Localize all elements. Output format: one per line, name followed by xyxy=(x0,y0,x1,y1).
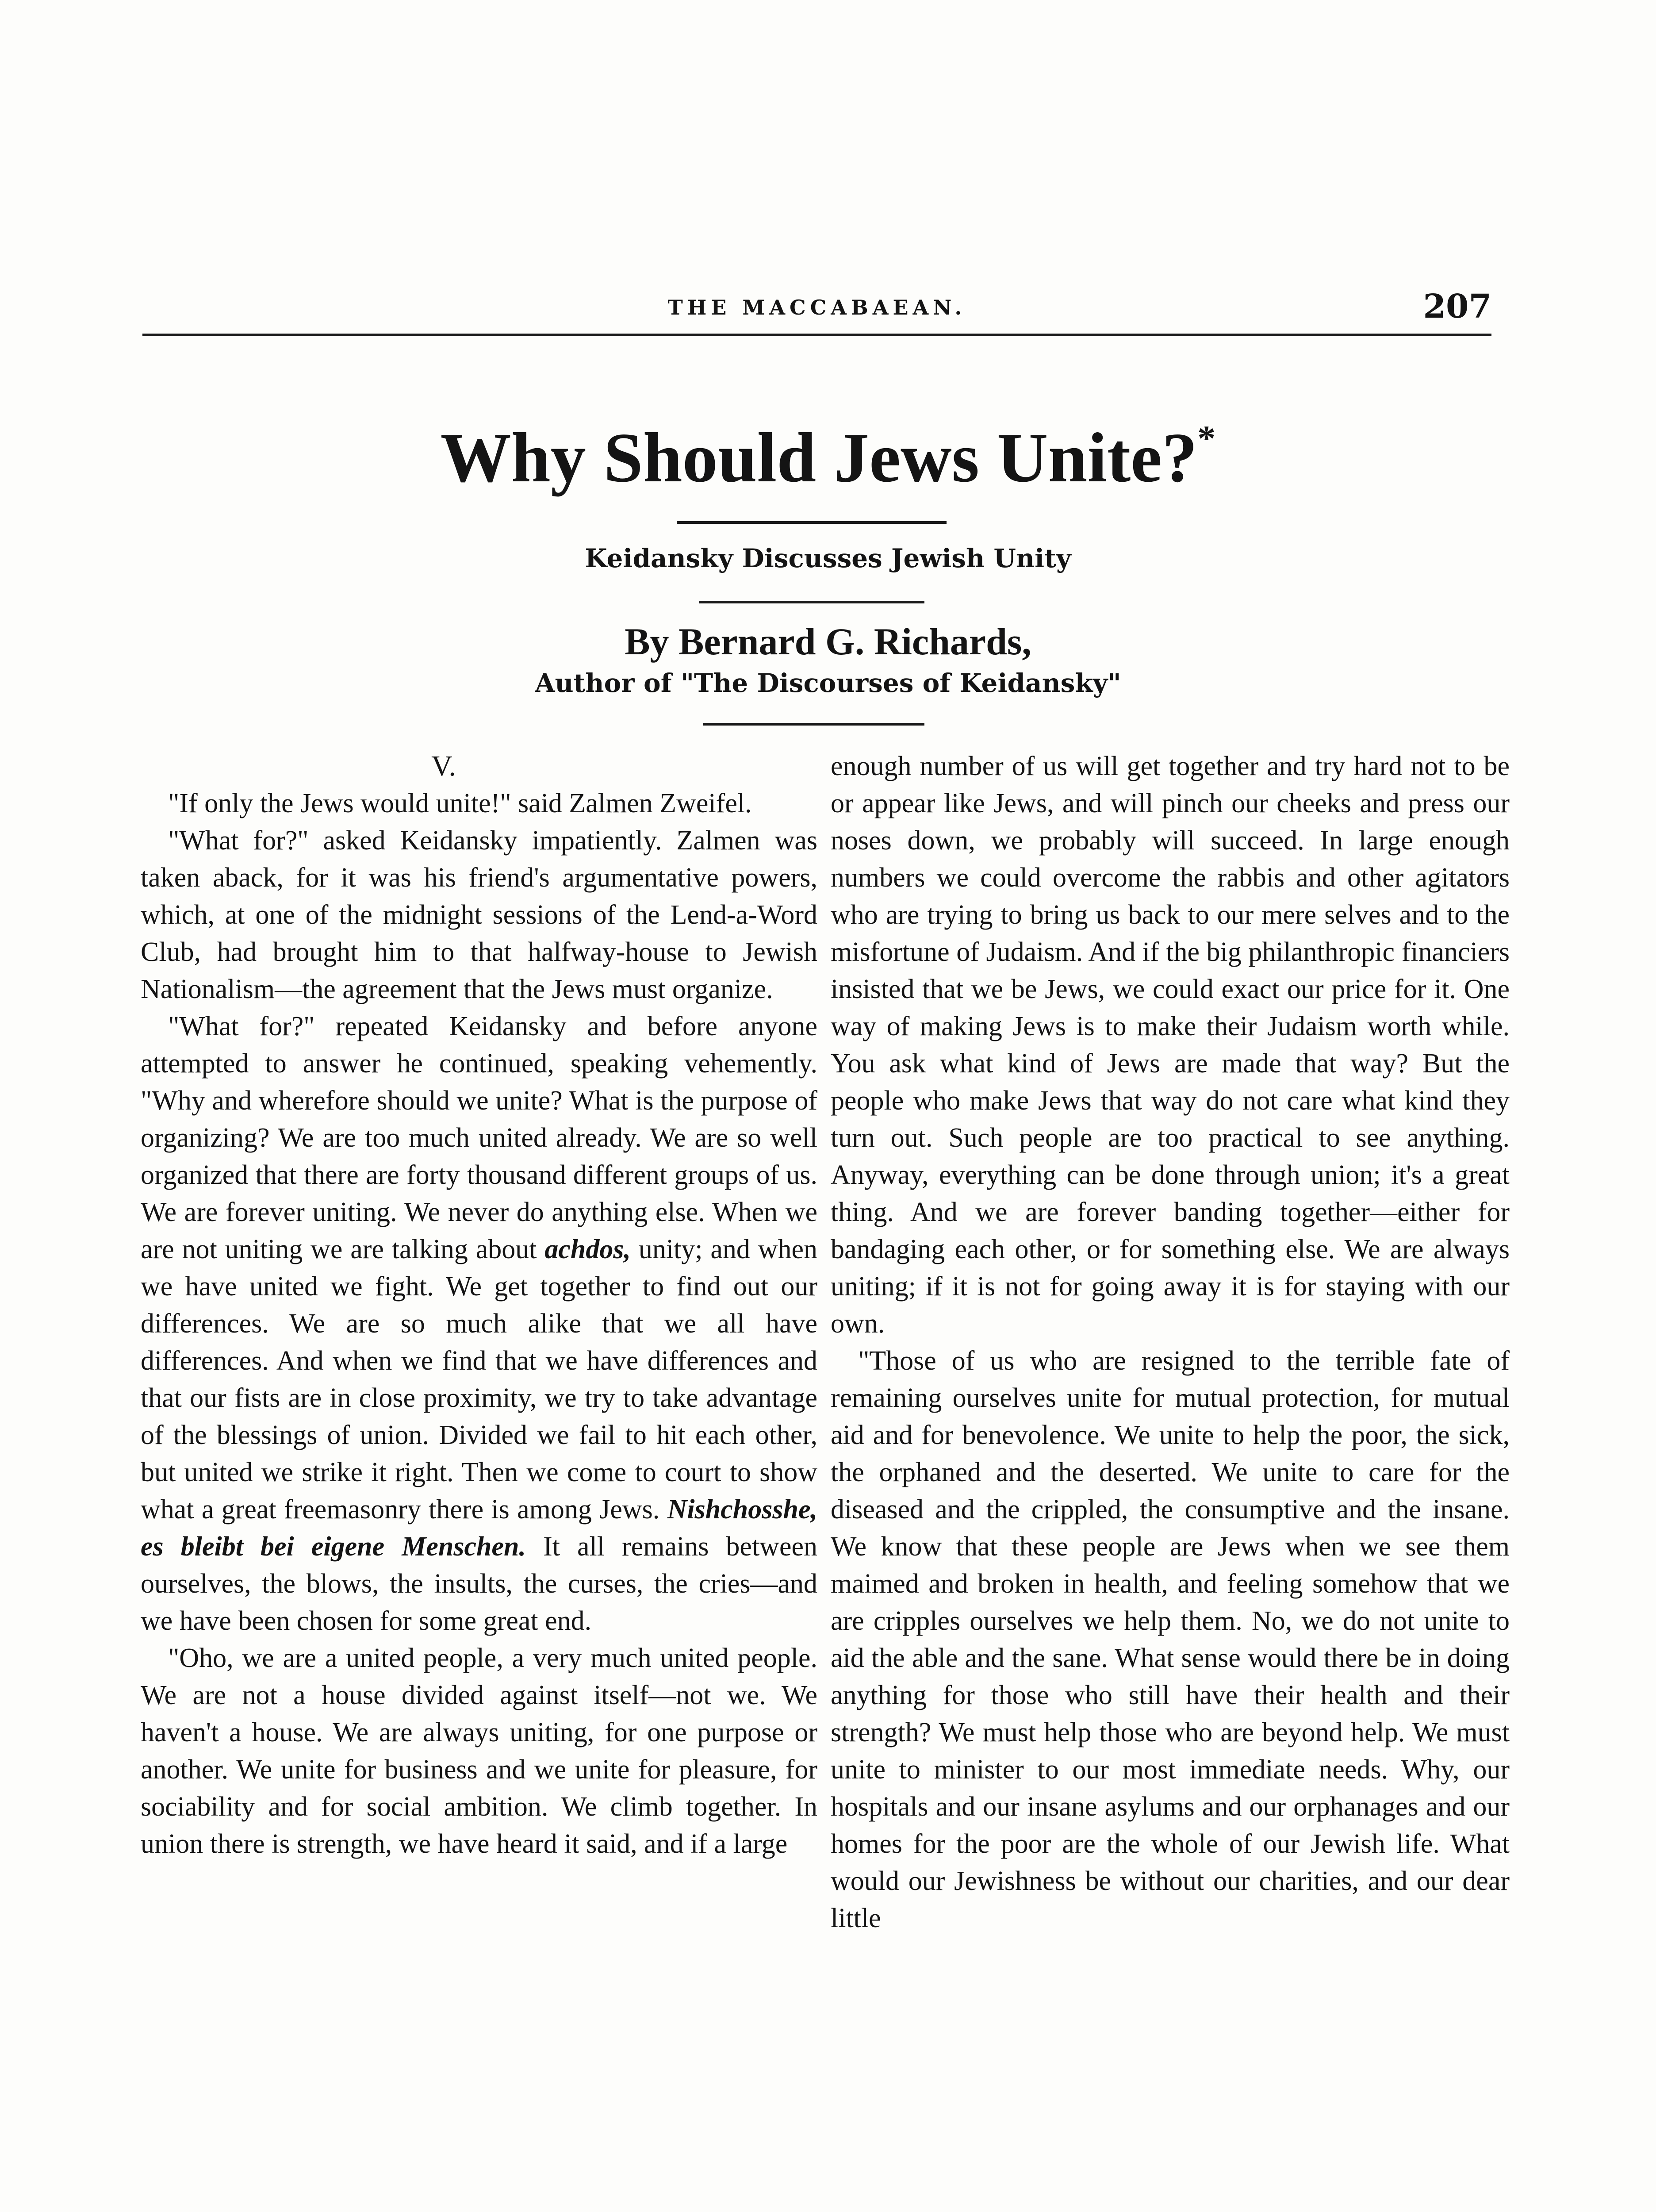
left-column xyxy=(141,748,817,1863)
running-head xyxy=(142,288,1491,327)
section-numeral: V. xyxy=(431,750,456,782)
title-rule xyxy=(677,521,947,524)
paragraph: "Oho, we are a united people, a very much united people. We are not a house divided against itself—not we. We haven't a house. We are always uniting, for one purpose or another. We unite for business and we unite for pleasure, for sociability and for social ambition. We climb together. In union there is strength, we have heard it said, and if a large xyxy=(141,1643,817,1859)
paragraph-continued: enough number of us will get together and try hard not to be or appear like Jews, and will pinch our cheeks and press our noses down, we probably will succeed. In large enough numbers we could overcome the rabbis and other agitators who are trying to bring us back to our mere selves and to the misfortune of Judaism. And if the big philanthropic financiers insisted that we be Jews, we could exact our price for it. One way of making Jews is to make their Judaism worth while. You ask what kind of Jews are made that way? But the people who make Jews that way do not care what kind they turn out. Such people are too practical to see anything. Anyway, everything can be done through union; it's a great thing. And we are forever banding together—either for bandaging each other, or for something else. We are always uniting; if it is not for going away it is for staying with our own. xyxy=(831,751,1510,1339)
byline-rule xyxy=(703,723,924,726)
author-note: Author of "The Discourses of Keidansky" xyxy=(535,668,1121,698)
italic-phrase: Nishchosshe, es bleibt bei eigene Menschen. xyxy=(141,1494,818,1562)
paragraph: "If only the Jews would unite!" said Zalmen Zweifel. xyxy=(168,788,752,818)
page-number: 207 xyxy=(1423,288,1491,326)
paragraph-text: unity; and when we have united we fight. We get together to find out our differences. We are so much alike that we all have differences. And when we find that we have differences and that our fists are in close proximity, we try to take advantage of the blessings of union. Divided we fail to hit each other, but united we strike it right. Then we come to court to show what a great freemasonry there is among Jews. xyxy=(141,1234,818,1525)
article-title xyxy=(0,418,1656,497)
article-title-text: Why Should Jews Unite? xyxy=(440,418,1198,497)
paragraph-text: "What for?" repeated Keidansky and before anyone attempted to answer he continued, speaking vehemently. "Why and wherefore should we unite? What is the purpose of organizing? We are too much united already. We are so well organized that there are forty thousand different groups of us. We are forever uniting. We never do anything else. When we are not uniting we are talking about xyxy=(141,1011,817,1264)
article-subtitle: Keidansky Discusses Jewish Unity xyxy=(585,543,1071,573)
right-column xyxy=(831,748,1510,1937)
byline: By Bernard G. Richards, xyxy=(625,620,1031,663)
header-rule xyxy=(142,334,1491,336)
journal-name: THE MACCABAEAN. xyxy=(667,296,966,319)
subtitle-rule xyxy=(699,601,924,603)
italic-term: achdos, xyxy=(544,1234,631,1264)
paragraph-text: It all remains between ourselves, the blows, the insults, the curses, the cries—and we have been chosen for some great end. xyxy=(141,1532,817,1636)
paragraph xyxy=(141,1008,817,1640)
paragraph: "Those of us who are resigned to the terrible fate of remaining ourselves unite for mutual protection, for mutual aid and for benevolence. We unite to help the poor, the sick, the orphaned and the deserted. We unite to care for the diseased and the crippled, the consumptive and the insane. We know that these people are Jews when we see them maimed and broken in health, and feeling somehow that we are cripples ourselves we help them. No, we do not unite to aid the able and the sane. What sense would there be in doing anything for those who still have their health and their strength? We must help those who are beyond help. We must unite to minister to our most immediate needs. Why, our hospitals and our insane asylums and our orphanages and our homes for the poor are the whole of our Jewish life. What would our Jewishness be without our charities, and our dear little xyxy=(831,1346,1510,1933)
paragraph: "What for?" asked Keidansky impatiently. Zalmen was taken aback, for it was his friend's argumentative powers, which, at one of the midnight sessions of the Lend-a-Word Club, had brought him to that halfway-house to Jewish Nationalism—the agreement that the Jews must organize. xyxy=(141,826,817,1004)
title-footnote-mark: * xyxy=(1197,418,1216,458)
